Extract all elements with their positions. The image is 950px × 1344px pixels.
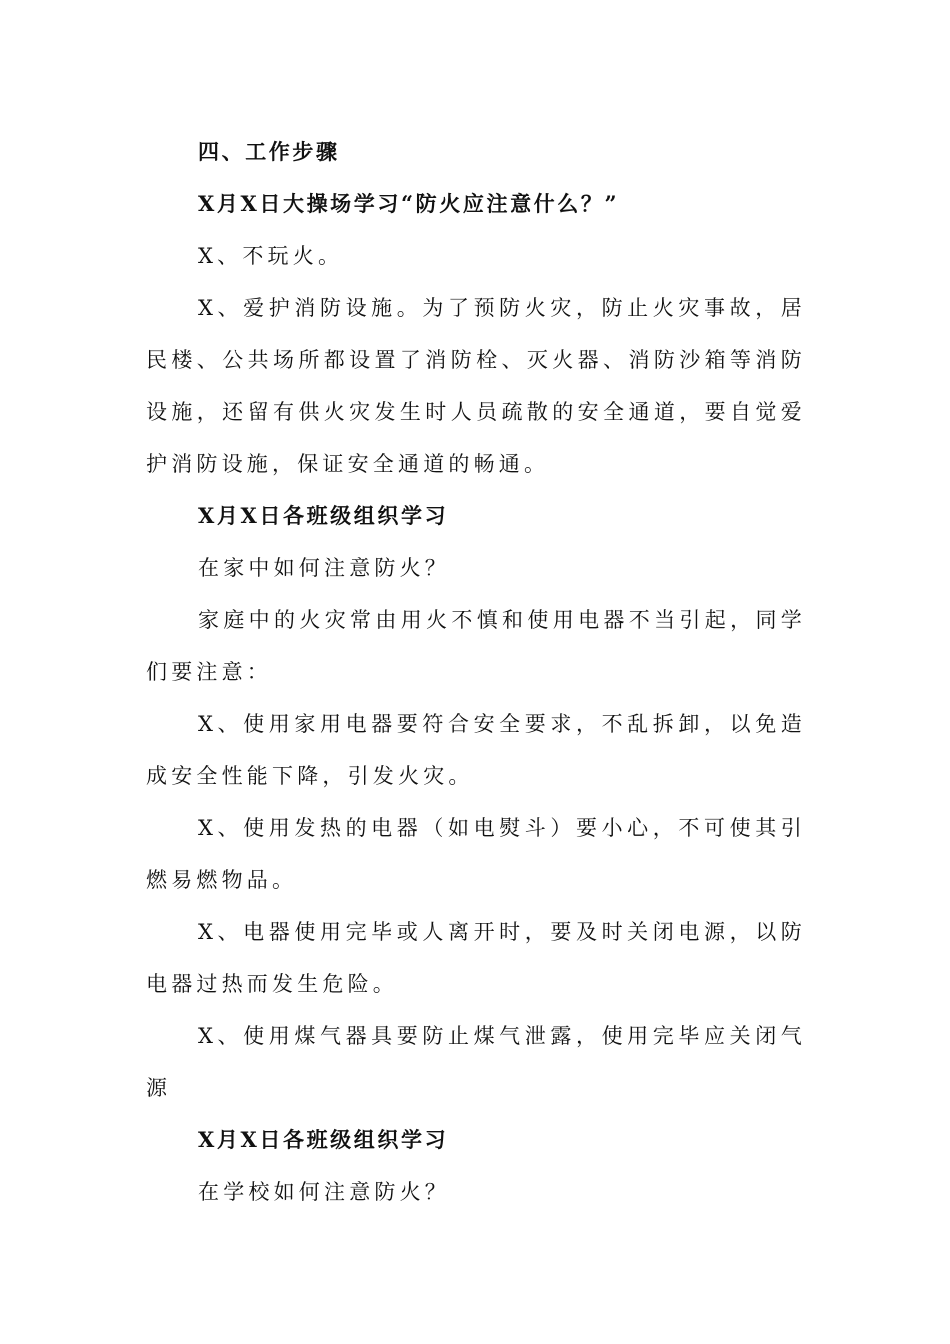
paragraph: X、使用家用电器要符合安全要求，不乱拆卸，以免造成安全性能下降，引发火灾。 bbox=[146, 712, 806, 788]
paragraph: X、电器使用完毕或人离开时，要及时关闭电源，以防电器过热而发生危险。 bbox=[146, 920, 806, 996]
activity-heading: X月X日各班级组织学习 bbox=[198, 1127, 449, 1152]
paragraph: X、爱护消防设施。为了预防火灾，防止火灾事故，居民楼、公共场所都设置了消防栓、灭火器、消防沙箱等消防设施，还留有供火灾发生时人员疏散的安全通道，要自觉爱护消防设施，保证安全通道的畅通。 bbox=[146, 296, 806, 476]
activity-heading: X月X日大操场学习“防火应注意什么？” bbox=[198, 191, 620, 216]
paragraph: X、不玩火。 bbox=[198, 244, 344, 268]
paragraph: 在学校如何注意防火？ bbox=[198, 1180, 450, 1204]
paragraph: X、使用发热的电器（如电熨斗）要小心，不可使其引燃易燃物品。 bbox=[146, 816, 806, 892]
document-body bbox=[146, 126, 806, 1218]
paragraph: 家庭中的火灾常由用火不慎和使用电器不当引起，同学们要注意： bbox=[146, 608, 806, 684]
activity-heading: X月X日各班级组织学习 bbox=[198, 503, 449, 528]
paragraph: 在家中如何注意防火？ bbox=[198, 556, 450, 580]
section-heading: 四、工作步骤 bbox=[198, 139, 340, 164]
paragraph: X、使用煤气器具要防止煤气泄露，使用完毕应关闭气源 bbox=[146, 1024, 806, 1100]
